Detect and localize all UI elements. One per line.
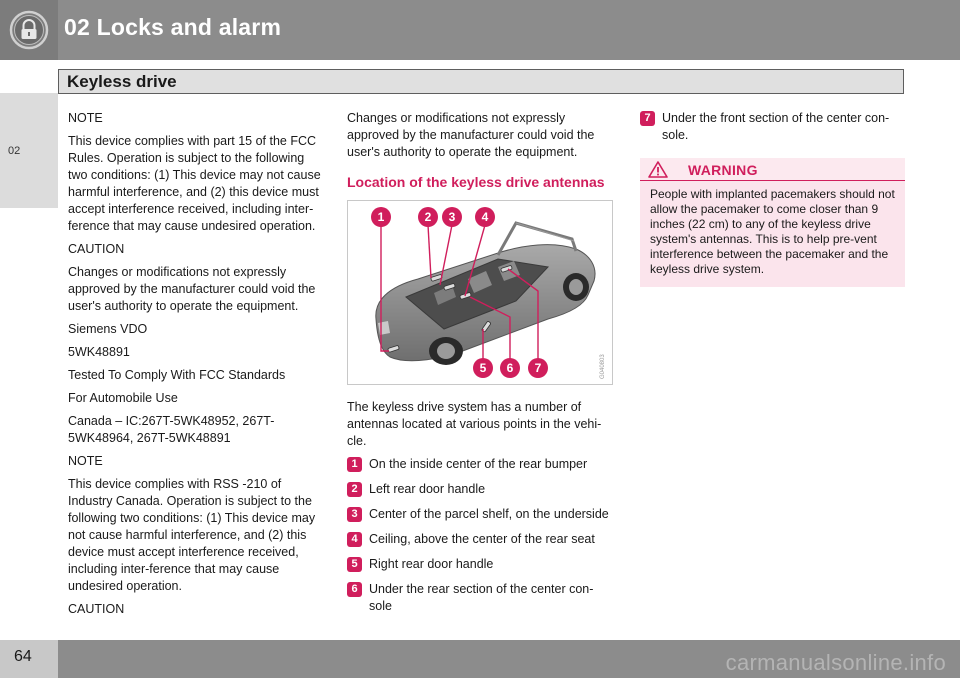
callout-7: 7 [534,361,542,375]
usage-statement: For Automobile Use [68,391,178,405]
callout-6: 6 [506,361,514,375]
number-badge: 7 [640,111,655,126]
section-title-box [58,69,904,94]
number-badge: 1 [347,457,362,472]
warning-triangle-icon [648,161,668,178]
list-item-1 [347,456,615,473]
list-item-3 [347,506,615,523]
list-item-text: Right rear door handle [369,557,494,571]
number-badge: 6 [347,582,362,597]
model-number: 5WK48891 [68,345,130,359]
canada-ic-numbers: Canada – IC:267T-5WK48952, 267T-5WK48964, 267T-5WK48891 [68,414,275,445]
list-item-7 [640,110,906,144]
antenna-description: The keyless drive system has a number of antennas located at various points in the vehi-cle. [347,400,602,448]
list-item-text: On the inside center of the rear bumper [369,457,588,471]
caution-label-2: CAUTION [68,602,125,616]
fcc-compliance-text: This device complies with part 15 of the FCC Rules. Operation is subject to the following two conditions: (1) This device may not cause harmful interference, and (2) this device must accept interference received, including inter-ference that may cause undesired operation. [68,134,321,233]
antenna-location-figure [347,200,613,385]
callout-3: 3 [448,210,456,224]
manufacturer-name: Siemens VDO [68,322,148,336]
callout-4: 4 [481,210,489,224]
caution-text: Changes or modifications not expressly approved by the manufacturer could void the user's authority to operate the equipment. [68,265,316,313]
list-item-text: Under the front section of the center con-sole. [662,111,890,142]
number-badge: 4 [347,532,362,547]
car-illustration [348,201,612,384]
column-2 [347,110,615,623]
callout-1: 1 [377,210,385,224]
number-badge: 2 [347,482,362,497]
section-title: Keyless drive [67,72,177,91]
column-3 [640,110,906,287]
antenna-location-heading: Location of the keyless drive antennas [347,174,605,190]
caution-text-continued: Changes or modifications not expressly approved by the manufacturer could void the user's authority to operate the equipment. [347,111,595,159]
list-item-text: Left rear door handle [369,482,486,496]
callout-5: 5 [479,361,487,375]
list-item-5 [347,556,615,573]
number-badge: 3 [347,507,362,522]
note-label: NOTE [68,111,103,125]
side-tab-label: 02 [8,145,21,157]
warning-title: WARNING [688,162,758,178]
warning-header [640,158,905,181]
rss-compliance-text: This device complies with RSS -210 of Industry Canada. Operation is subject to the following two conditions: (1) This device may not cause harmful interference, and (2) this device must accept interference received, including inter-ference that may cause undesired operation. [68,477,316,593]
page-number: 64 [14,648,32,665]
caution-label: CAUTION [68,242,125,256]
list-item-text: Center of the parcel shelf, on the underside [369,507,609,521]
compliance-statement: Tested To Comply With FCC Standards [68,368,286,382]
warning-box [640,158,905,287]
number-badge: 5 [347,557,362,572]
watermark: carmanualsonline.info [725,650,946,675]
chapter-title: 02 Locks and alarm [64,14,282,40]
column-1 [68,110,324,624]
lock-icon [9,10,49,50]
header-icon-block [0,0,58,60]
list-item-6 [347,581,615,615]
warning-text: People with implanted pacemakers should not allow the pacemaker to come closer than 9 inches (22 cm) to any of the keyless drive system's antennas. This is to help pre-vent interference between the pacemaker and the keyless drive system. [650,187,895,276]
note-label-2: NOTE [68,454,103,468]
chapter-side-tab [0,93,58,208]
list-item-text: Ceiling, above the center of the rear seat [369,532,595,546]
callout-2: 2 [424,210,432,224]
list-item-4 [347,531,615,548]
figure-code: G040803 [600,354,606,379]
list-item-2 [347,481,615,498]
list-item-text: Under the rear section of the center con-sole [369,582,594,613]
